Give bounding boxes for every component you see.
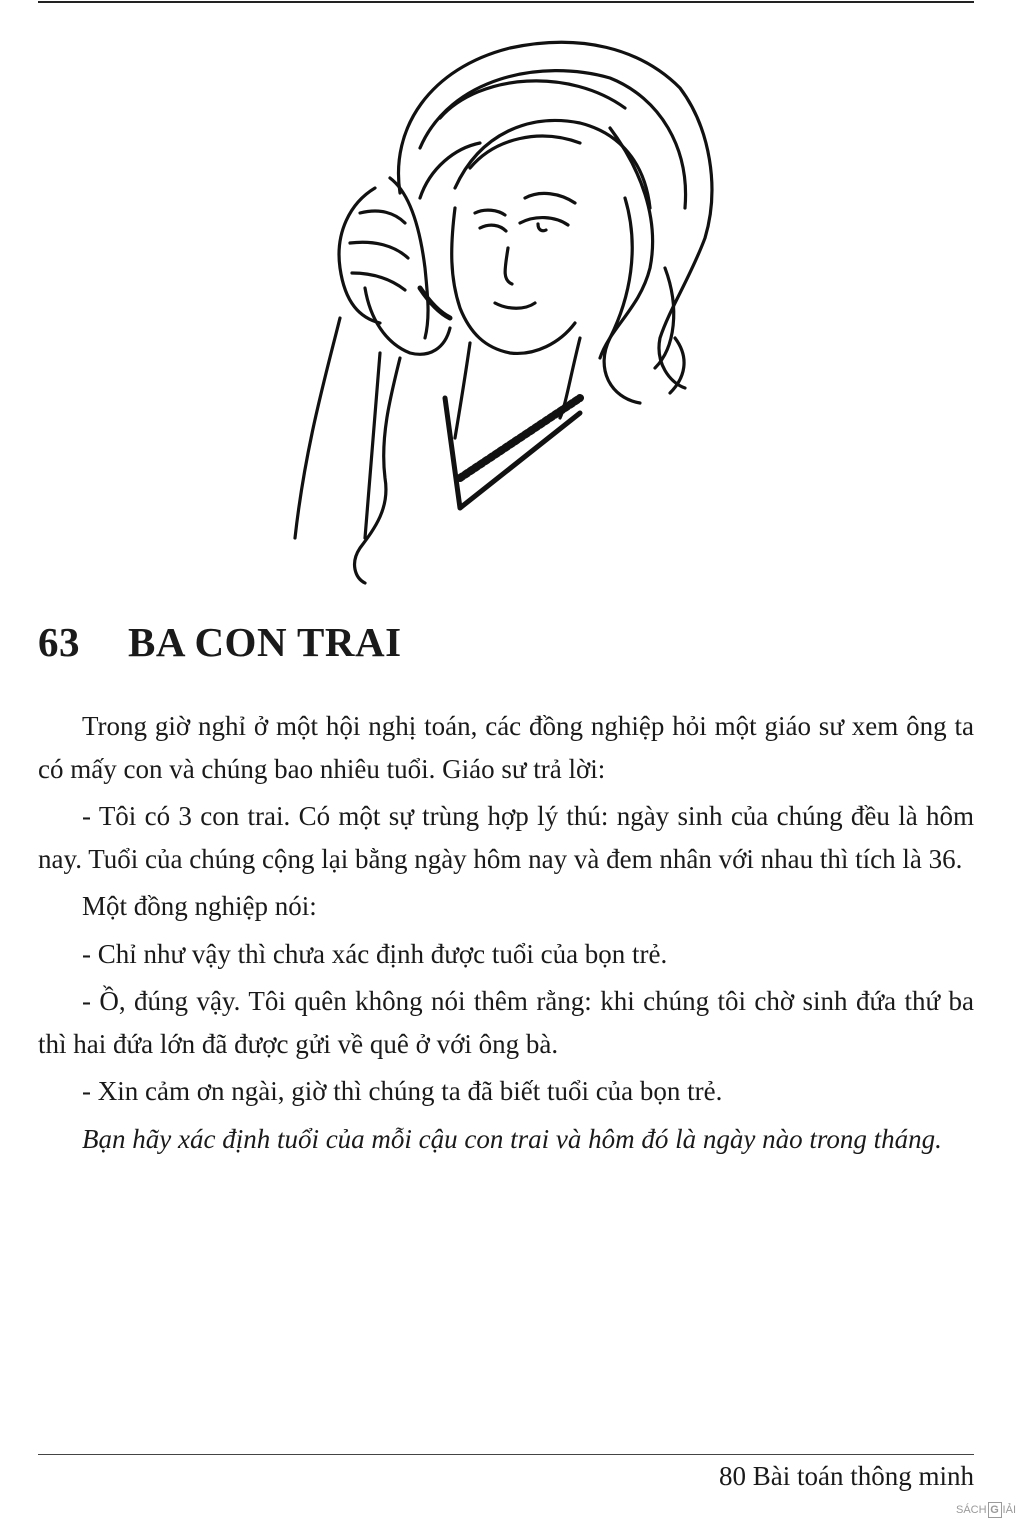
paragraph: - Ồ, đúng vậy. Tôi quên không nói thêm rằng: khi chúng tôi chờ sinh đứa thứ ba thì hai đứa lớn đã được gửi về quê ở với ông bà. [38,986,974,1059]
watermark-logo [956,1502,1016,1518]
question-paragraph: Bạn hãy xác định tuổi của mỗi cậu con trai và hôm đó là ngày nào trong tháng. [82,1123,942,1154]
problem-body [38,705,974,1165]
watermark-left: SÁCH [955,1504,987,1516]
paragraph: Trong giờ nghỉ ở một hội nghị toán, các đồng nghiệp hỏi một giáo sư xem ông ta có mấy con và chúng bao nhiêu tuổi. Giáo sư trả lời: [38,711,974,784]
paragraph: Một đồng nghiệp nói: [82,891,317,921]
problem-heading [38,618,402,666]
footer-rule [38,1454,974,1455]
paragraph: - Chỉ như vậy thì chưa xác định được tuổi của bọn trẻ. [82,938,668,969]
footer-book-title: 80 Bài toán thông minh [719,1461,974,1491]
watermark-box: G [988,1502,1002,1518]
paragraph: - Xin cảm ơn ngài, giờ thì chúng ta đã biết tuổi của bọn trẻ. [82,1076,723,1106]
problem-number: 63 [38,619,80,665]
watermark-right: IẢI [1002,1504,1016,1516]
problem-title: BA CON TRAI [128,619,402,665]
woman-on-phone-illustration [280,18,730,593]
top-rule [38,1,974,3]
paragraph: - Tôi có 3 con trai. Có một sự trùng hợp lý thú: ngày sinh của chúng đều là hôm nay. Tuổi của chúng cộng lại bằng ngày hôm nay và đem nhân với nhau thì tích là 36. [38,801,974,874]
